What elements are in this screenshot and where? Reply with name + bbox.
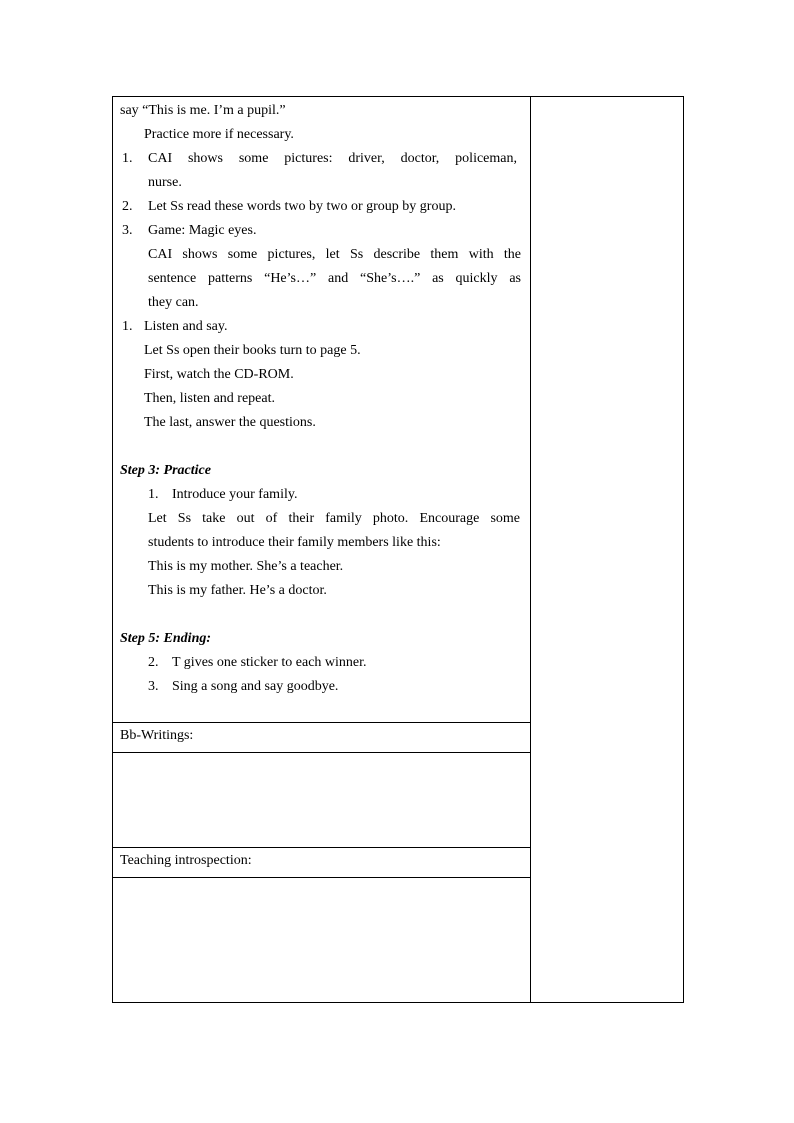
- lesson-plan-table: [112, 96, 684, 1003]
- text-line: sentence patterns “He’s…” and “She’s….” as quickly as: [148, 271, 521, 286]
- text-line: Then, listen and repeat.: [144, 391, 276, 406]
- text-line: students to introduce their family members like this:: [148, 535, 441, 550]
- section-heading: Step 3: Practice: [120, 463, 211, 478]
- text-line: This is my mother. She’s a teacher.: [148, 559, 344, 574]
- table-row: [113, 97, 684, 723]
- text-line: CAI shows some pictures, let Ss describe them with the: [148, 247, 521, 262]
- bb-writings-area: [113, 753, 531, 848]
- introspection-label-cell: [113, 848, 531, 878]
- list-number: 1.: [122, 319, 133, 334]
- text-line: Game: Magic eyes.: [148, 223, 257, 238]
- text-line: First, watch the CD-ROM.: [144, 367, 294, 382]
- bb-writings-label: Bb-Writings:: [120, 728, 194, 743]
- teaching-introspection-label: Teaching introspection:: [120, 853, 252, 868]
- introspection-area: [113, 878, 531, 1003]
- text-line: This is my father. He’s a doctor.: [148, 583, 327, 598]
- text-line: nurse.: [148, 175, 182, 190]
- list-number: 1.: [122, 151, 133, 166]
- text-line: T gives one sticker to each winner.: [172, 655, 367, 670]
- procedure-content: [113, 97, 530, 722]
- text-line: Introduce your family.: [172, 487, 298, 502]
- text-line: Let Ss take out of their family photo. Encourage some: [148, 511, 520, 526]
- list-number: 3.: [122, 223, 133, 238]
- list-number: 2.: [148, 655, 159, 670]
- text-line: they can.: [148, 295, 199, 310]
- text-line: Let Ss read these words two by two or group by group.: [148, 199, 456, 214]
- text-line: Listen and say.: [144, 319, 228, 334]
- text-line: CAI shows some pictures: driver, doctor, policeman,: [148, 151, 517, 166]
- section-heading: Step 5: Ending:: [120, 631, 212, 646]
- text-line: Sing a song and say goodbye.: [172, 679, 339, 694]
- list-number: 3.: [148, 679, 159, 694]
- text-line: say “This is me. I’m a pupil.”: [120, 103, 286, 118]
- bb-writings-label-cell: [113, 723, 531, 753]
- list-number: 1.: [148, 487, 159, 502]
- procedure-cell: [113, 97, 531, 723]
- list-number: 2.: [122, 199, 133, 214]
- notes-column-cell: [531, 97, 684, 1003]
- text-line: Practice more if necessary.: [144, 127, 294, 142]
- text-line: The last, answer the questions.: [144, 415, 316, 430]
- text-line: Let Ss open their books turn to page 5.: [144, 343, 361, 358]
